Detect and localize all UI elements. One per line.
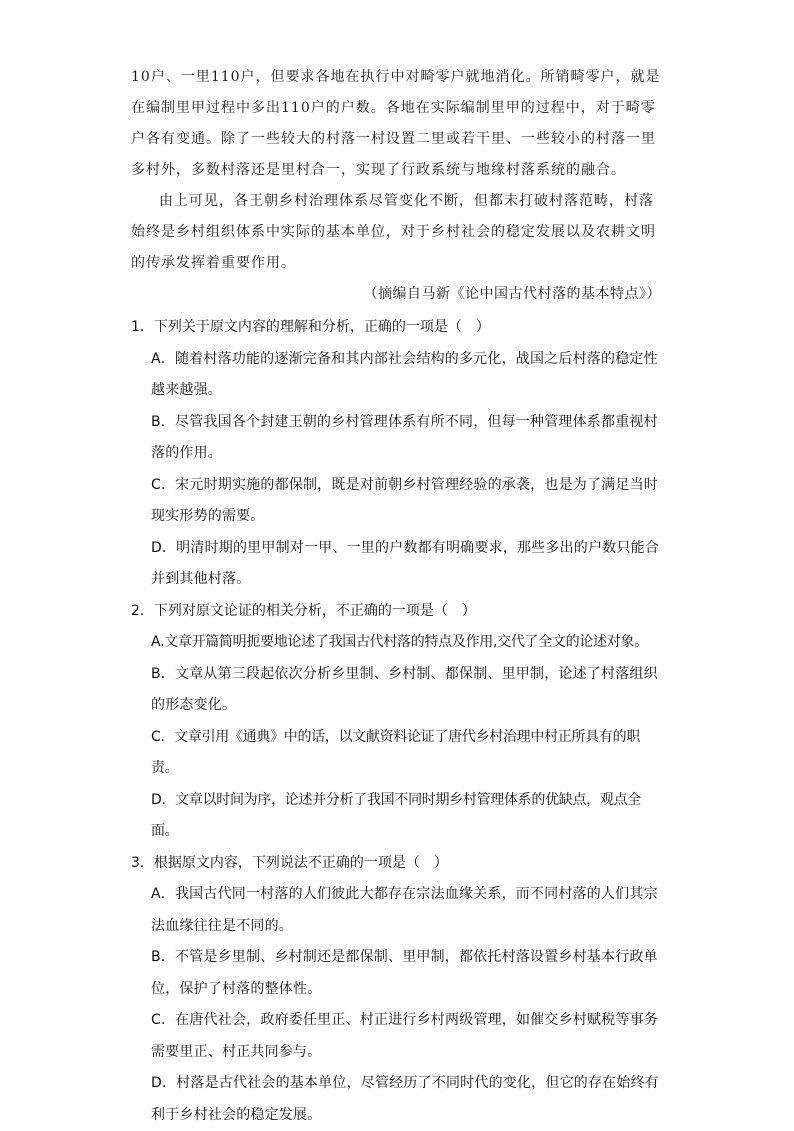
option-c: C．宋元时期实施的都保制，既是对前朝乡村管理经验的承袭，也是为了满足当时现实形势的需要。 — [131, 470, 665, 533]
passage-paragraph: 10户、一里110户，但要求各地在执行中对畸零户就地消化。所销畸零户，就是在编制里甲过程中多出110户的户数。各地在实际编制里甲的过程中，对于畸零户各有变通。除了一些较大的村落一村设置二里或若干里、一些较小的村落一里多村外，多数村落还是里村合一，实现了行政系统与地缘村落系统的融合。 — [131, 62, 661, 186]
option-b: B．尽管我国各个封建王朝的乡村管理体系有所不同，但每一种管理体系都重视村落的作用。 — [131, 407, 665, 470]
question-3 — [131, 848, 665, 1131]
option-c: C．文章引用《通典》中的话，以文献资料论证了唐代乡村治理中村正所具有的职责。 — [131, 722, 665, 785]
option-a: A．随着村落功能的逐渐完备和其内部社会结构的多元化，战国之后村落的稳定性越来越强。 — [131, 344, 665, 407]
question-stem: 3．根据原文内容，下列说法不正确的一项是（ ） — [131, 848, 665, 880]
option-a: A.文章开篇简明扼要地论述了我国古代村落的特点及作用,交代了全文的论述对象。 — [131, 627, 665, 659]
source-citation: （摘编自马新《论中国古代村落的基本特点》） — [131, 279, 661, 310]
option-d: D．明清时期的里甲制对一甲、一里的户数都有明确要求，那些多出的户数只能合并到其他村落。 — [131, 533, 665, 596]
option-b: B．不管是乡里制、乡村制还是都保制、里甲制，都依托村落设置乡村基本行政单位，保护了村落的整体性。 — [131, 942, 665, 1005]
option-c: C．在唐代社会，政府委任里正、村正进行乡村两级管理，如催交乡村赋税等事务需要里正、村正共同参与。 — [131, 1005, 665, 1068]
option-a: A．我国古代同一村落的人们彼此大都存在宗法血缘关系，而不同村落的人们其宗法血缘往往是不同的。 — [131, 879, 665, 942]
option-b: B．文章从第三段起依次分析乡里制、乡村制、都保制、里甲制，论述了村落组织的形态变化。 — [131, 659, 665, 722]
option-d: D．村落是古代社会的基本单位，尽管经历了不同时代的变化，但它的存在始终有利于乡村社会的稳定发展。 — [131, 1068, 665, 1131]
question-stem: 1．下列关于原文内容的理解和分析，正确的一项是（ ） — [131, 312, 665, 344]
option-d: D．文章以时间为序，论述并分析了我国不同时期乡村管理体系的优缺点，观点全面。 — [131, 785, 665, 848]
question-stem: 2．下列对原文论证的相关分析，不正确的一项是（ ） — [131, 596, 665, 628]
question-2 — [131, 596, 665, 848]
passage — [131, 62, 661, 310]
question-1 — [131, 312, 665, 596]
passage-paragraph: 由上可见，各王朝乡村治理体系尽管变化不断，但都未打破村落范畴，村落始终是乡村组织体系中实际的基本单位，对于乡村社会的稳定发展以及农耕文明的传承发挥着重要作用。 — [131, 186, 661, 279]
question-list — [131, 312, 665, 1131]
